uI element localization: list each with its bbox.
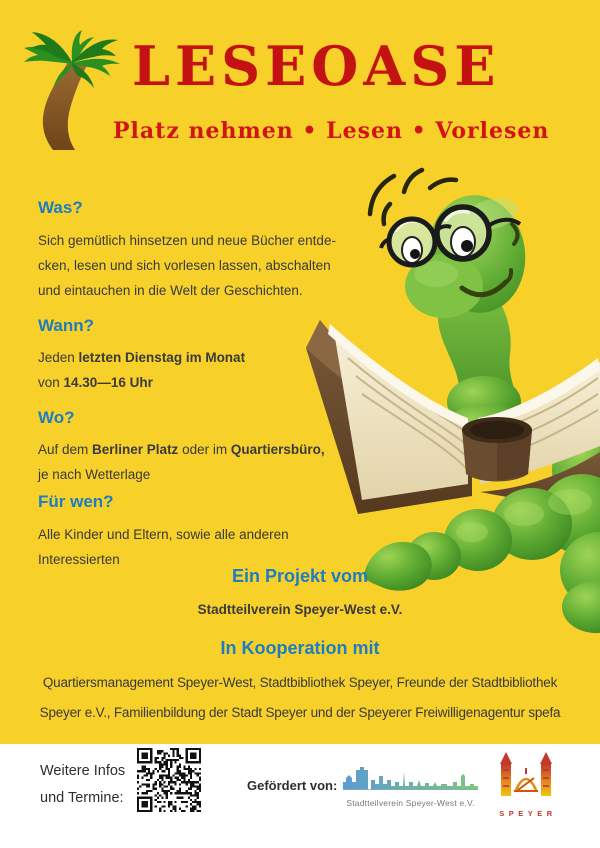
flyer-title: LESEOASE (132, 34, 501, 98)
text-span-bold: letzten Dienstag im Monat (78, 350, 246, 365)
skyline-icon (343, 762, 478, 792)
text-span-bold: Berliner Platz (92, 442, 179, 457)
flyer-subtitle: Platz nehmen • Lesen • Vorlesen (113, 118, 550, 144)
text-line: Weitere Infos (40, 763, 126, 779)
section-heading-projekt: Ein Projekt vom (231, 566, 369, 586)
text-span-bold: Quartiersbüro, (230, 442, 325, 457)
projekt-text: Stadtteilverein Speyer-West e.V. (197, 602, 403, 617)
section-heading-kooperation: In Kooperation mit (220, 638, 380, 658)
text-span: oder im (178, 442, 231, 457)
text-line (38, 345, 245, 370)
text-line: Interessierten (38, 552, 120, 567)
text-line: und Termine: (40, 790, 124, 806)
text-line: Speyer e.V., Familienbildung der Stadt Speyer und der Speyerer Freiwilligenagentur spefa (39, 705, 561, 720)
text-line: Alle Kinder und Eltern, sowie alle anderen (38, 527, 289, 542)
footer-info-text (40, 758, 125, 812)
funded-by-label: Gefördert von: (247, 778, 338, 793)
text-line (38, 370, 245, 395)
text-span: Jeden (38, 350, 79, 365)
footer-bar (0, 744, 600, 848)
text-line: je nach Wetterlage (38, 467, 151, 482)
section-heading-was: Was? (38, 198, 83, 217)
section-wo-text (38, 437, 325, 487)
text-span-bold: 14.30—16 Uhr (63, 375, 153, 390)
qr-code-icon (137, 748, 201, 812)
kooperation-text (0, 668, 600, 728)
section-was-text (38, 228, 336, 303)
text-line: Sich gemütlich hinsetzen und neue Bücher entde- (38, 233, 336, 248)
section-heading-wann: Wann? (38, 316, 95, 335)
logo-caption: SPEYER (499, 809, 557, 818)
worm-head (381, 189, 533, 319)
text-span: von (38, 375, 64, 390)
cathedral-towers-icon (494, 750, 558, 802)
palm-tree-icon (22, 30, 122, 152)
section-heading-wo: Wo? (38, 408, 75, 427)
text-span: Auf dem (38, 442, 93, 457)
section-fuer-wen-text (38, 522, 289, 572)
stadtteilverein-logo (343, 762, 478, 808)
text-line: und eintauchen in die Welt der Geschichten. (38, 283, 303, 298)
section-wann-text (38, 345, 245, 395)
text-line: Quartiersmanagement Speyer-West, Stadtbibliothek Speyer, Freunde der Stadtbibliothek (42, 675, 558, 690)
text-line (38, 437, 325, 462)
speyer-logo (489, 750, 563, 818)
section-heading-fuer-wen: Für wen? (38, 492, 114, 511)
text-line: cken, lesen und sich vorlesen lassen, abschalten (38, 258, 331, 273)
logo-caption: Stadtteilverein Speyer-West e.V. (346, 798, 475, 808)
